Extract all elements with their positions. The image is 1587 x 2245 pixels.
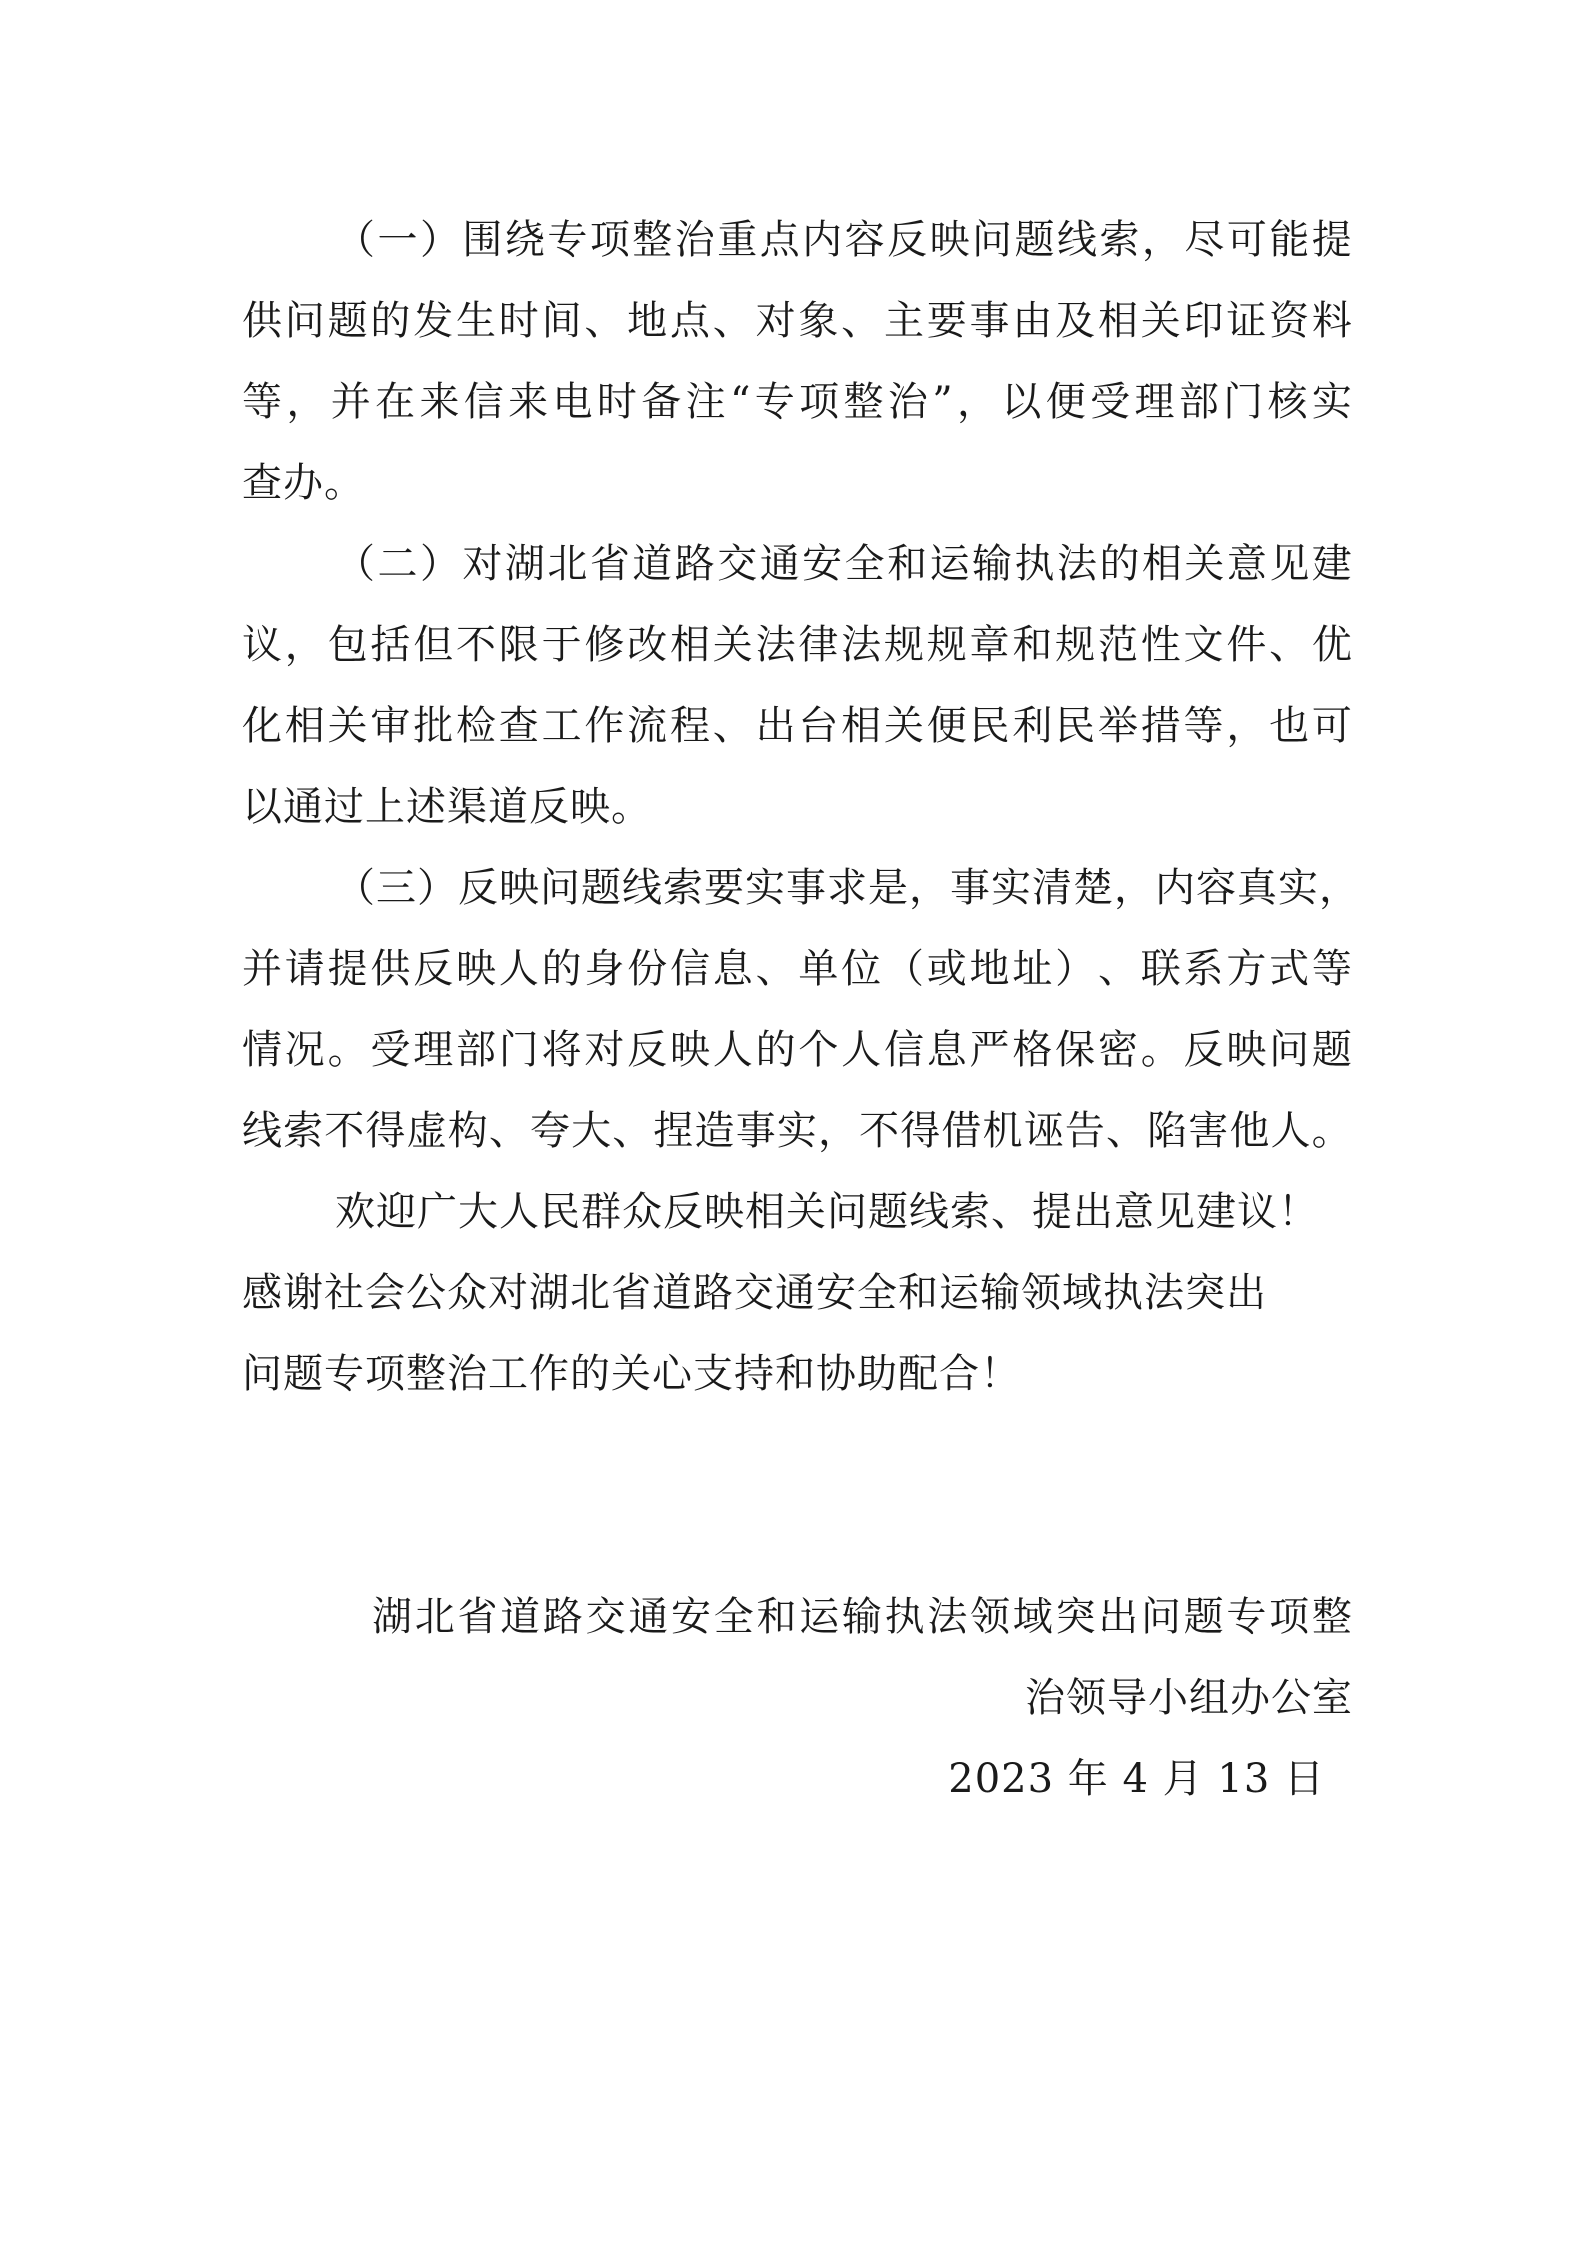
paragraph-4-line-1: 欢迎广大人民群众反映相关问题线索、提出意见建议！ [335, 1189, 1319, 1235]
paragraph-4-line-3: 问题专项整治工作的关心支持和协助配合！ [242, 1351, 1021, 1397]
paragraph-1-line-4: 查办。 [242, 460, 365, 506]
paragraph-1-line-2: 供 问 题 的 发 生 时 间 、 地 点 、 对 象 、 主 要 事 由 及 相 关 印 证 资 料 [242, 298, 1353, 344]
paragraph-2-line-4: 以通过上述渠道反映。 [242, 784, 652, 830]
paragraph-1-line-1: （ 一 ） 围 绕 专 项 整 治 重 点 内 容 反 映 问 题 线 索 ， 尽 可 能 提 [335, 217, 1353, 263]
signature-organization-line-1: 湖 北 省 道 路 交 通 安 全 和 运 输 执 法 领 域 突 出 问 题 专 项 整 [372, 1594, 1353, 1640]
signature-date: 2023 年 4 月 13 日 [948, 1756, 1325, 1802]
paragraph-1-line-3: 等 ， 并 在 来 信 来 电 时 备 注 “ 专 项 整 治 ” ， 以 便 受 理 部 门 核 实 [242, 379, 1353, 425]
paragraph-2-line-2: 议 ， 包 括 但 不 限 于 修 改 相 关 法 律 法 规 规 章 和 规 范 性 文 件 、 优 [242, 622, 1353, 668]
paragraph-3-line-4: 线 索 不 得 虚 构 、 夸 大 、 捏 造 事 实 ， 不 得 借 机 诬 告 、 陷 害 他 人 。 [242, 1108, 1353, 1154]
signature-organization-line-2: 治领导小组办公室 [1025, 1675, 1353, 1721]
paragraph-2-line-3: 化 相 关 审 批 检 查 工 作 流 程 、 出 台 相 关 便 民 利 民 举 措 等 ， 也 可 [242, 703, 1353, 749]
paragraph-3-line-1: （ 三 ） 反 映 问 题 线 索 要 实 事 求 是 ， 事 实 清 楚 ， 内 容 真 实 ， [335, 865, 1360, 911]
paragraph-4-line-2: 感谢社会公众对湖北省道路交通安全和运输领域执法突出 [242, 1270, 1267, 1316]
paragraph-2-line-1: （ 二 ） 对 湖 北 省 道 路 交 通 安 全 和 运 输 执 法 的 相 关 意 见 建 [335, 541, 1353, 587]
paragraph-3-line-3: 情 况 。 受 理 部 门 将 对 反 映 人 的 个 人 信 息 严 格 保 密 。 反 映 问 题 [242, 1027, 1353, 1073]
paragraph-3-line-2: 并 请 提 供 反 映 人 的 身 份 信 息 、 单 位 （ 或 地 址 ） 、 联 系 方 式 等 [242, 946, 1353, 992]
